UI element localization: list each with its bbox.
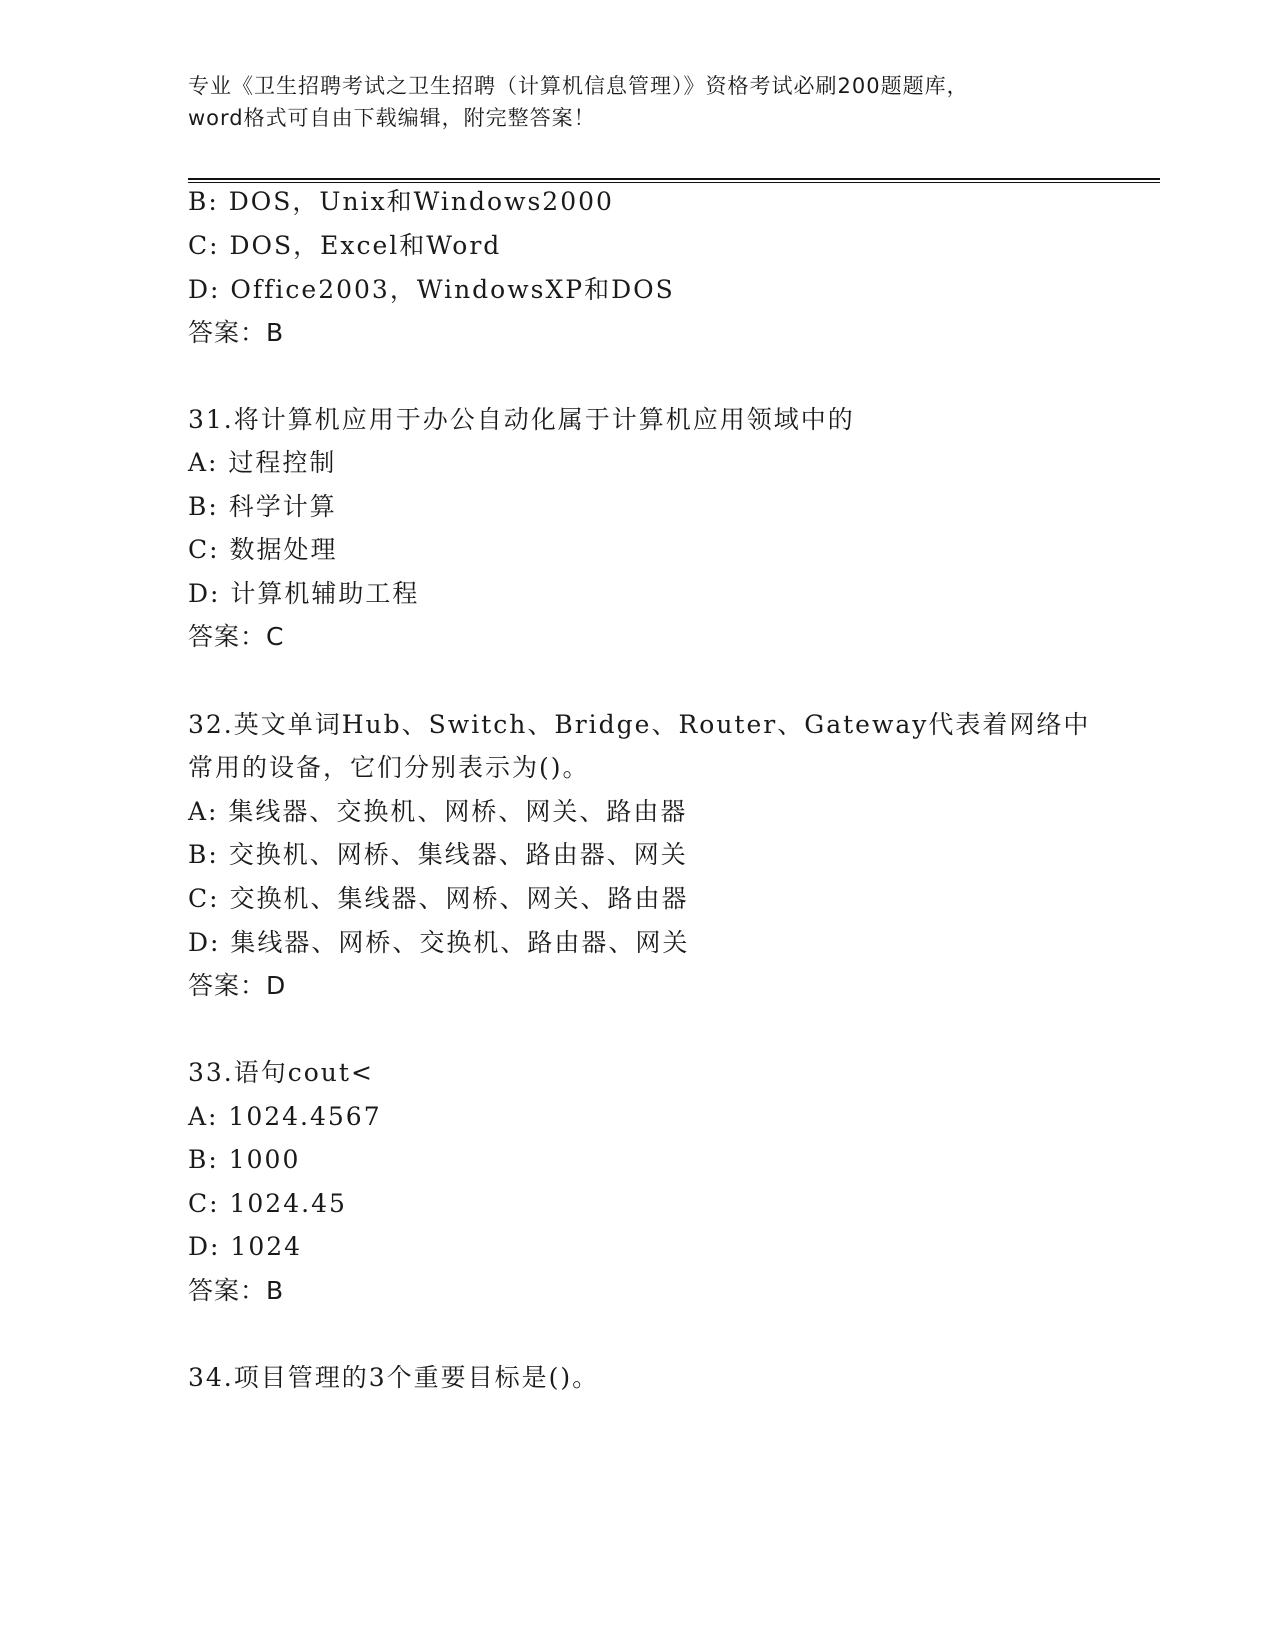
q31-option-b: B: 科学计算 [188,492,337,521]
prev-option-d: D: Office2003，WindowsXP和DOS [188,275,675,304]
q32-answer: 答案：D [188,971,287,1000]
q32-option-b: B: 交换机、网桥、集线器、路由器、网关 [188,840,688,869]
q31-option-c: C: 数据处理 [188,535,338,564]
q32-option-c: C: 交换机、集线器、网桥、网关、路由器 [188,884,689,913]
q31-answer: 答案：C [188,622,285,651]
q33-option-b: B: 1000 [188,1145,301,1174]
q33-option-a: A: 1024.4567 [188,1102,382,1131]
prev-answer: 答案：B [188,318,285,347]
header-divider [188,178,1160,183]
prev-option-b: B: DOS，Unix和Windows2000 [188,187,614,216]
q33-answer: 答案：B [188,1276,285,1305]
q33-stem: 33.语句cout< [188,1058,374,1087]
q32-stem-line-2: 常用的设备，它们分别表示为()。 [188,753,590,782]
q31-stem: 31.将计算机应用于办公自动化属于计算机应用领域中的 [188,405,855,434]
q33-option-d: D: 1024 [188,1232,303,1261]
q31-option-d: D: 计算机辅助工程 [188,579,420,608]
header-title-line-1: 专业《卫生招聘考试之卫生招聘（计算机信息管理）》资格考试必刷200题题库， [188,74,969,98]
prev-option-c: C: DOS，Excel和Word [188,231,502,260]
q33-option-c: C: 1024.45 [188,1189,347,1218]
document-header [188,70,1088,134]
q32-option-d: D: 集线器、网桥、交换机、路由器、网关 [188,928,690,957]
q31-option-a: A: 过程控制 [188,448,337,477]
q34-stem: 34.项目管理的3个重要目标是()。 [188,1363,600,1392]
header-title-line-2: word格式可自由下载编辑，附完整答案！ [188,106,596,130]
q32-stem-line-1: 32.英文单词Hub、Switch、Bridge、Router、Gateway代表着网络中 [188,710,1091,739]
q32-option-a: A: 集线器、交换机、网桥、网关、路由器 [188,797,688,826]
